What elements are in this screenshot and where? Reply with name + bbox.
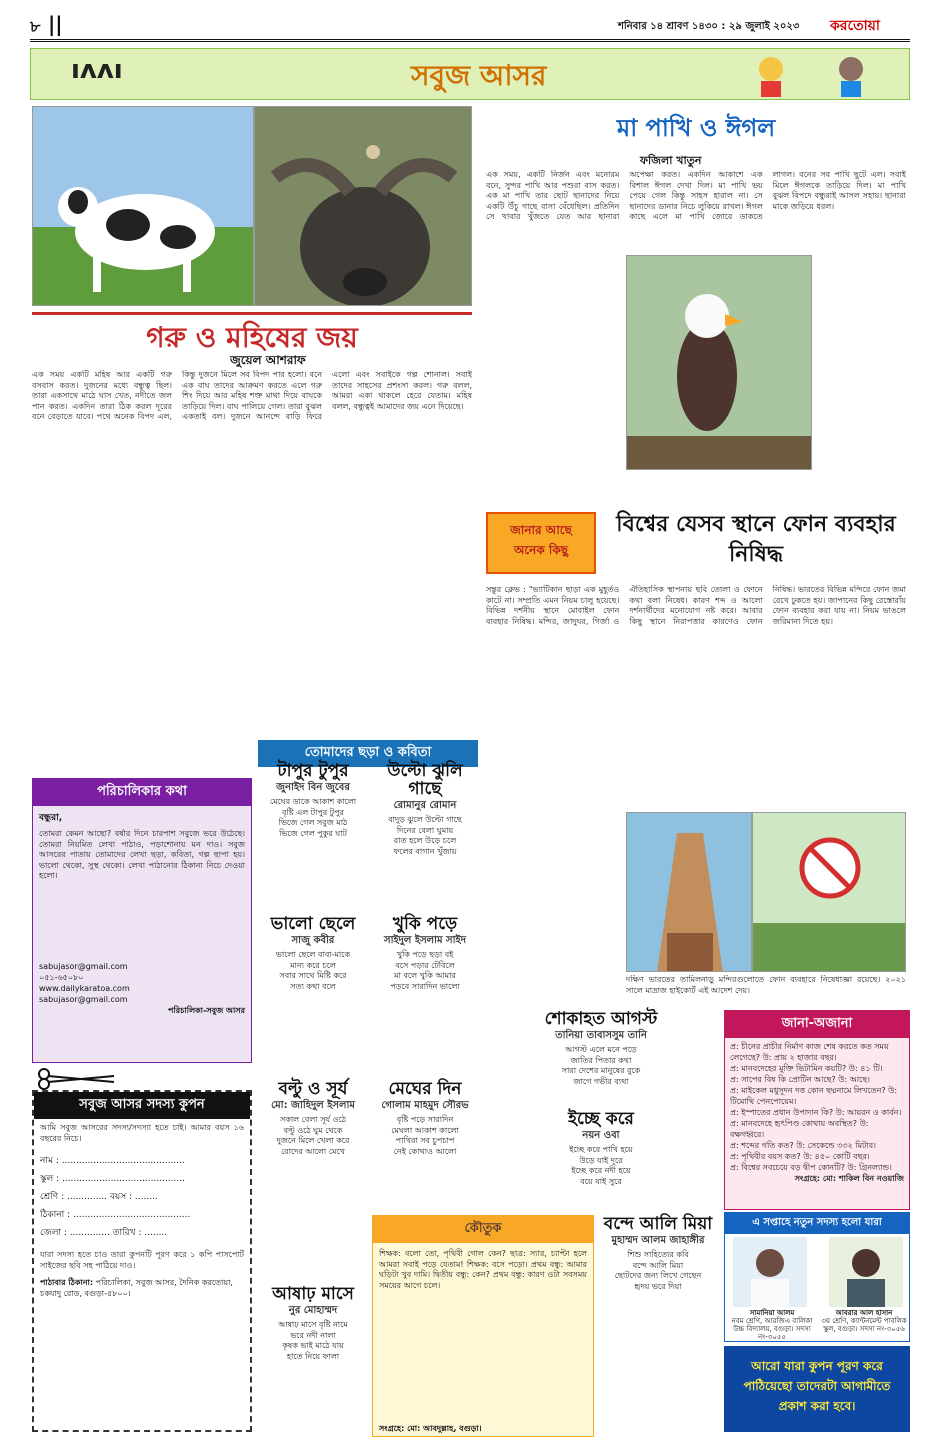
poem-lines: বৃষ্টি পড়ে সারাদিন মেঘলা আকাশ কালো পাখিরা সব চুপচাপ নেই কোথাও আলো (391, 1115, 459, 1156)
feature-body: সন্তুর ক্লেভ : "ভ্যাটিকান ছাড়া এক মুহূর্তও কাটে না। সম্প্রতি এমন নিয়ম চালু হয়েছে। বিভিন্ন দর্শনীয় স্থানে মোবাইল ফোন ব্যবহার নিষিদ্ধ। মন্দির, জাদুঘর, গির্জা ও ঐতিহাসিক স্থাপনায় ছবি তোলা ও ফোনে কথা বলা নিষেধ। কারণ শব্দ ও আলো দর্শনার্থীদের মনোযোগ নষ্ট করে। আবার কিছু স্থানে নিরাপত্তার কারণেও ফোন নিষিদ্ধ। ভারতের বিভিন্ন মন্দিরে ফোন জমা রেখে ঢুকতে হয়। জাপানের কিছু রেস্তোরাঁয় ফোন ব্যবহার করা যায় না। নিয়ম ভাঙলে জরিমানা দিতে হয়। (486, 585, 906, 626)
coupon (32, 1090, 252, 1432)
kicker-box (486, 512, 596, 574)
divider: || (48, 12, 63, 36)
greeting: বন্ধুরা, (39, 813, 63, 823)
field-address: ঠিকানা : ......................................... (40, 1210, 191, 1221)
poem-lines: খুকি পড়ে ছড়া বই বসে পড়ার টেবিলে মা বলে খুকি আমার পড়বে সারাদিন ভালো (390, 950, 460, 991)
editor-title: পরিচালিকার কথা (33, 779, 251, 806)
cow-photo (32, 106, 254, 306)
joke-body: শিক্ষক: বলো তো, পৃথিবী গোল কেন? ছাত্র: স্যার, চ্যাপ্টা হলে আমরা সবাই পড়ে যেতাম! শিক্ষক: বসে পড়ো। প্রথম বন্ধু: আমার ঘড়িটা খুব দামি। দ্বিতীয় বন্ধু: কেন? প্রথম বন্ধু: কারণ ওটা সবসময় সময়ের আগে চলে। (379, 1249, 587, 1290)
eagle-photo (626, 255, 812, 470)
poem (372, 1080, 478, 1157)
article-body: এক সময়, একটি নির্জন এবং মনোরম বনে, সুন্দর পাখি আর পশুরা বাস করত। এক মা পাখি তার ছোট ছানাদের নিয়ে একটি উঁচু গাছে বাসা বেঁধেছিল। প্রতিদিন সে খাবার খুঁজতে যেত আর ছানারা অপেক্ষা করত। একদিন আকাশে এক বিশাল ঈগল দেখা দিল। মা পাখি ভয় পেয়ে গেল কিন্তু সাহস হারাল না। সে ছানাদের ডানার নিচে লুকিয়ে রাখল। ঈগল কাছে এলে মা পাখি জোরে ডাকতে লাগল। বনের সব পাখি ছুটে এল। সবাই মিলে ঈগলকে তাড়িয়ে দিল। মা পাখি বুঝল বিপদে বন্ধুরাই আসল সহায়। ছানারা মাকে জড়িয়ে ধরল। (486, 170, 906, 222)
poem-title: টাপুর টুপুর (277, 761, 349, 781)
poems-header: তোমাদের ছড়া ও কবিতা (258, 740, 478, 767)
coupon-address: পরিচালিকা, সবুজ আসর, দৈনিক করতোয়া, চকযাদু রোড, বগুড়া-৫৮০০। (40, 1278, 233, 1299)
joke-box (372, 1215, 594, 1437)
kicker-text-2: অনেক কিছু (513, 543, 569, 557)
new-members (724, 1212, 910, 1342)
poem-author: সাজু কবীর (291, 935, 335, 946)
editor-body: তোমরা কেমন আছো? বর্ষার দিনে চারপাশ সবুজে ভরে উঠেছে। তোমরা নিয়মিত লেখা পাঠাও, পড়াশোনায় মন দাও। সবুজ আসরের পাতায় তোমাদের লেখা ছড়া, কবিতা, গল্প ছাপা হয়। ভালো থেকো, সুস্থ থেকো। লেখা পাঠানোর ঠিকানা নিচে দেওয়া হলো। (39, 829, 245, 881)
address-label: পাঠাবার ঠিকানা: (40, 1278, 94, 1288)
banner-mark: ıʌʌı (71, 55, 123, 85)
quiz-title: জানা-অজানা (725, 1011, 909, 1038)
poem-title: বন্দে আলি মিয়া (603, 1214, 713, 1234)
quiz-item: প্র: মাইকেল মধুসূদন দত্ত কোন ছদ্মনামে লিখতেন? উ: টিমোথি পেনপোয়েম। (730, 1086, 898, 1106)
poem-title: উল্টো ঝুলি গাছে (387, 761, 463, 799)
poem-title: খুকি পড়ে (392, 914, 458, 934)
scissors-icon (34, 1068, 124, 1090)
poem-lines: আগস্ট এলে মনে পড়ে জাতির পিতার কথা সারা দেশের মানুষের বুকে জাগে গভীর ব্যথা (561, 1045, 641, 1086)
email-link-2[interactable]: sabujasor@gmail.com (39, 995, 128, 1004)
poem-author: নয়ন ওবা (582, 1130, 620, 1141)
member-info: নবম শ্রেণি, আরজিএ বালিকা উচ্চ বিদ্যালয়, বগুড়া। সদস্য নং-৩০৫৫ (731, 1317, 813, 1341)
poem-author: জুনাইদ বিন জুবের (276, 782, 350, 793)
poem-title: আষাঢ় মাসে (272, 1284, 354, 1304)
poem-lines: ইচ্ছে করে পাখি হয়ে উড়ে যাই দূরে ইচ্ছে করে নদী হয়ে বয়ে যাই সুরে (569, 1145, 633, 1186)
kicker-text: জানার আছে (510, 523, 572, 537)
poem-author: মুহাম্মদ আলম জাহাঙ্গীর (611, 1235, 705, 1246)
poem-lines: সকাল বেলা সূর্য ওঠে বল্টু ওঠে ঘুম থেকে দুজনে মিলে খেলা করে রোদের আলো মেখে (276, 1115, 350, 1156)
poem-title: মেঘের দিন (388, 1079, 462, 1099)
poem-title: বল্টু ও সূর্য (278, 1079, 348, 1099)
website-link[interactable]: www.dailykaratoa.com (39, 984, 130, 993)
poem (486, 1110, 716, 1187)
article-author: জুয়েল আশরাফ (230, 353, 306, 367)
quiz-credit: সংগ্রহে: মো: শাকিল বিন নওয়াজি (794, 1174, 904, 1183)
phone-number: ০৫১-৬৫০৮০ (39, 973, 84, 982)
member-photo (733, 1237, 807, 1307)
paper-name: করতোয়া (830, 18, 880, 34)
quiz-item: প্র: চীনের প্রাচীর নির্মাণ কাজ শেষ করতে কত সময় লেগেছে? উ: প্রায় ২ হাজার বছর। (730, 1042, 889, 1062)
poem (258, 762, 368, 839)
editor-note (32, 778, 252, 1063)
temple-photo (626, 812, 752, 972)
field-district: জেলা : .............. তারিখ : ........ (40, 1228, 168, 1239)
member-name: আবরার আল হাসান (835, 1309, 893, 1317)
page-number: ৮ (30, 17, 41, 36)
field-school: স্কুল : ........................................... (40, 1174, 185, 1185)
no-phone-sign (752, 812, 906, 972)
coupon-note: যারা সদস্য হতে চাও তারা কুপনটি পূরণ করে ১ কপি পাসপোর্ট সাইজের ছবি সহ পাঠিয়ে দাও। (40, 1250, 244, 1270)
poem-author: মো: জাহিদুল ইসলাম (271, 1100, 355, 1111)
field-class: শ্রেণি : .............. বয়স : ........ (40, 1192, 158, 1203)
editor-sign: পরিচালিকা-সবুজ আসর (168, 1006, 245, 1015)
article-body: এক সময় একটি মহিষ আর একটি গরু বসবাস করত। দুজনের মধ্যে বন্ধুত্ব ছিল। তারা একসাথে মাঠে ঘাস খেত, নদীতে জল পান করত। একদিন তারা ঠিক করল দূরের বনে বেড়াতে যাবে। পথে অনেক বিপদ এল, কিন্তু দুজনে মিলে সব বিপদ পার হলো। বনে এক বাঘ তাদের আক্রমণ করতে এলে গরু শিং দিয়ে আর মহিষ শক্ত মাথা দিয়ে বাঘকে তাড়িয়ে দিল। বাঘ পালিয়ে গেল। তারা বুঝল একতাই বল। দুজনে আনন্দে বাড়ি ফিরে এলো এবং সবাইকে গল্প শোনাল। সবাই তাদের সাহসের প্রশংসা করল। গরু বলল, আমরা একা থাকলে হেরে যেতাম। মহিষ বলল, বন্ধুত্বই আমাদের জয় এনে দিয়েছে। (32, 370, 472, 422)
poem (372, 762, 478, 857)
poem-author: গোলাম মাহমুদ সৌরভ (381, 1100, 469, 1111)
poem (258, 1285, 368, 1362)
poem (258, 1080, 368, 1157)
poem (258, 915, 368, 992)
joke-credit: সংগ্রহে: মো: আবদুল্লাহ, বগুড়া। (379, 1424, 482, 1433)
article-title: গরু ও মহিষের জয় (32, 312, 472, 355)
quiz-item: প্র: সাপের বিষ কি প্রোটিন আছে? উ: আছে। (730, 1075, 870, 1084)
notice: আরো যারা কুপন পূরণ করে পাঠিয়েছো তাদেরটা আগামীতে প্রকাশ করা হবে। (724, 1346, 910, 1432)
article-title: মা পাখি ও ঈগল (616, 114, 776, 142)
joke-title: কৌতুক (373, 1216, 593, 1243)
quiz-item: প্র: মানবদেহের মুক্তি ভিটামিন কয়টি? উ: ৪১ টি। (730, 1064, 883, 1073)
quiz-item: প্র: শব্দের গতি কত? উ: সেকেন্ডে ৩৩২ মিটার। (730, 1141, 876, 1150)
poem-lines: আষাঢ় মাসে বৃষ্টি নামে ভরে নদী নালা কৃষক ভাই মাঠে যায় হাতে নিয়ে ফালা (278, 1320, 348, 1361)
poem-lines: শিশু সাহিত্যের কবি বন্দে আলি মিয়া ছোটদের জন্য লিখে গেছেন হৃদয় ভরে দিয়া (614, 1250, 702, 1291)
member-info: ৩য় শ্রেণি, ক্যান্টনমেন্ট পাবলিক স্কুল, বগুড়া। সদস্য নং-৩০৫৬ (821, 1317, 907, 1333)
quiz-list (725, 1038, 909, 1187)
buffalo-photo (254, 106, 472, 306)
quiz-item: প্র: বিশ্বের সবচেয়ে বড় দ্বীপ কোনটি? উ: গ্রিনল্যান্ড। (730, 1163, 892, 1172)
members-title: এ সপ্তাহে নতুন সদস্য হলো যারা (725, 1213, 909, 1234)
cartoon-children-icon (731, 51, 901, 99)
coupon-title: সবুজ আসর সদস্য কুপন (34, 1092, 250, 1119)
masthead (30, 10, 910, 42)
poem (372, 915, 478, 992)
poem-title: ভালো ছেলে (270, 914, 356, 934)
member-photo (829, 1237, 903, 1307)
banner-title: সবুজ আসর (411, 59, 547, 92)
quiz-item: প্র: মানবদেহে হৃৎপিণ্ড কোথায় অবস্থিত? উ: বক্ষগহ্বরে। (730, 1119, 869, 1139)
member-name: সামানিয়া আলম (749, 1309, 795, 1317)
poem-title: ইচ্ছে করে (568, 1109, 634, 1129)
quiz-item: প্র: পৃথিবীর বয়স কত? উ: ৪৫০ কোটি বছর। (730, 1152, 870, 1161)
article-author: ফজিলা খাতুন (640, 154, 702, 167)
poem (600, 1215, 716, 1292)
section-banner (30, 48, 910, 100)
poem-lines: মেঘের ডাকে আকাশ কালো বৃষ্টি এল টাপুর টুপুর ভিজে গেল সবুজ মাঠ ভিজে গেল পুকুর ঘাট (269, 797, 357, 838)
poem-title: শোকাহত আগস্ট (544, 1009, 658, 1029)
poem-lines: ভালো ছেলে বাবা-মাকে মান্য করে চলে সবার সাথে মিষ্টি করে সত্য কথা বলে (275, 950, 351, 991)
coupon-intro: আমি সবুজ আসরের সদস্য/সদস্যা হতে চাই। আমার বয়স ১৬ বছরের নিচে। (40, 1123, 244, 1143)
poem-author: নুর মোহাম্মদ (288, 1305, 338, 1316)
feature-title: বিশ্বের যেসব স্থানে ফোন ব্যবহার নিষিদ্ধ (616, 512, 896, 567)
poem-lines: বাদুড় ঝুলে উল্টো গাছে দিনের বেলা ঘুমায় রাত হলে উড়ে চলে ফলের বাগান খুঁজায় (388, 815, 462, 856)
poem-author: সাইদুল ইসলাম সাইদ (383, 935, 467, 946)
photo-caption: দক্ষিণ ভারতের তামিলনাড়ু মন্দিরগুলোতে ফোন ব্যবহারে নিষেধাজ্ঞা রয়েছে। ২০২১ সালে মাদ্রাজ হাইকোর্ট এই আদেশ দেয়। (626, 975, 906, 995)
poem (486, 1010, 716, 1087)
field-name: নাম : ........................................... (40, 1156, 185, 1167)
issue-date: শনিবার ১৪ শ্রাবণ ১৪৩০ : ২৯ জুলাই ২০২৩ (618, 21, 800, 32)
email-link[interactable]: sabujasor@gmail.com (39, 962, 128, 971)
quiz-box (724, 1010, 910, 1210)
poem-author: রোমানুর রোমান (393, 800, 457, 811)
poem-author: তানিয়া তাবাসসুম তানি (555, 1030, 647, 1041)
quiz-item: প্র: ইস্পাতের প্রধান উপাদান কি? উ: আয়রন ও কার্বন। (730, 1108, 902, 1117)
